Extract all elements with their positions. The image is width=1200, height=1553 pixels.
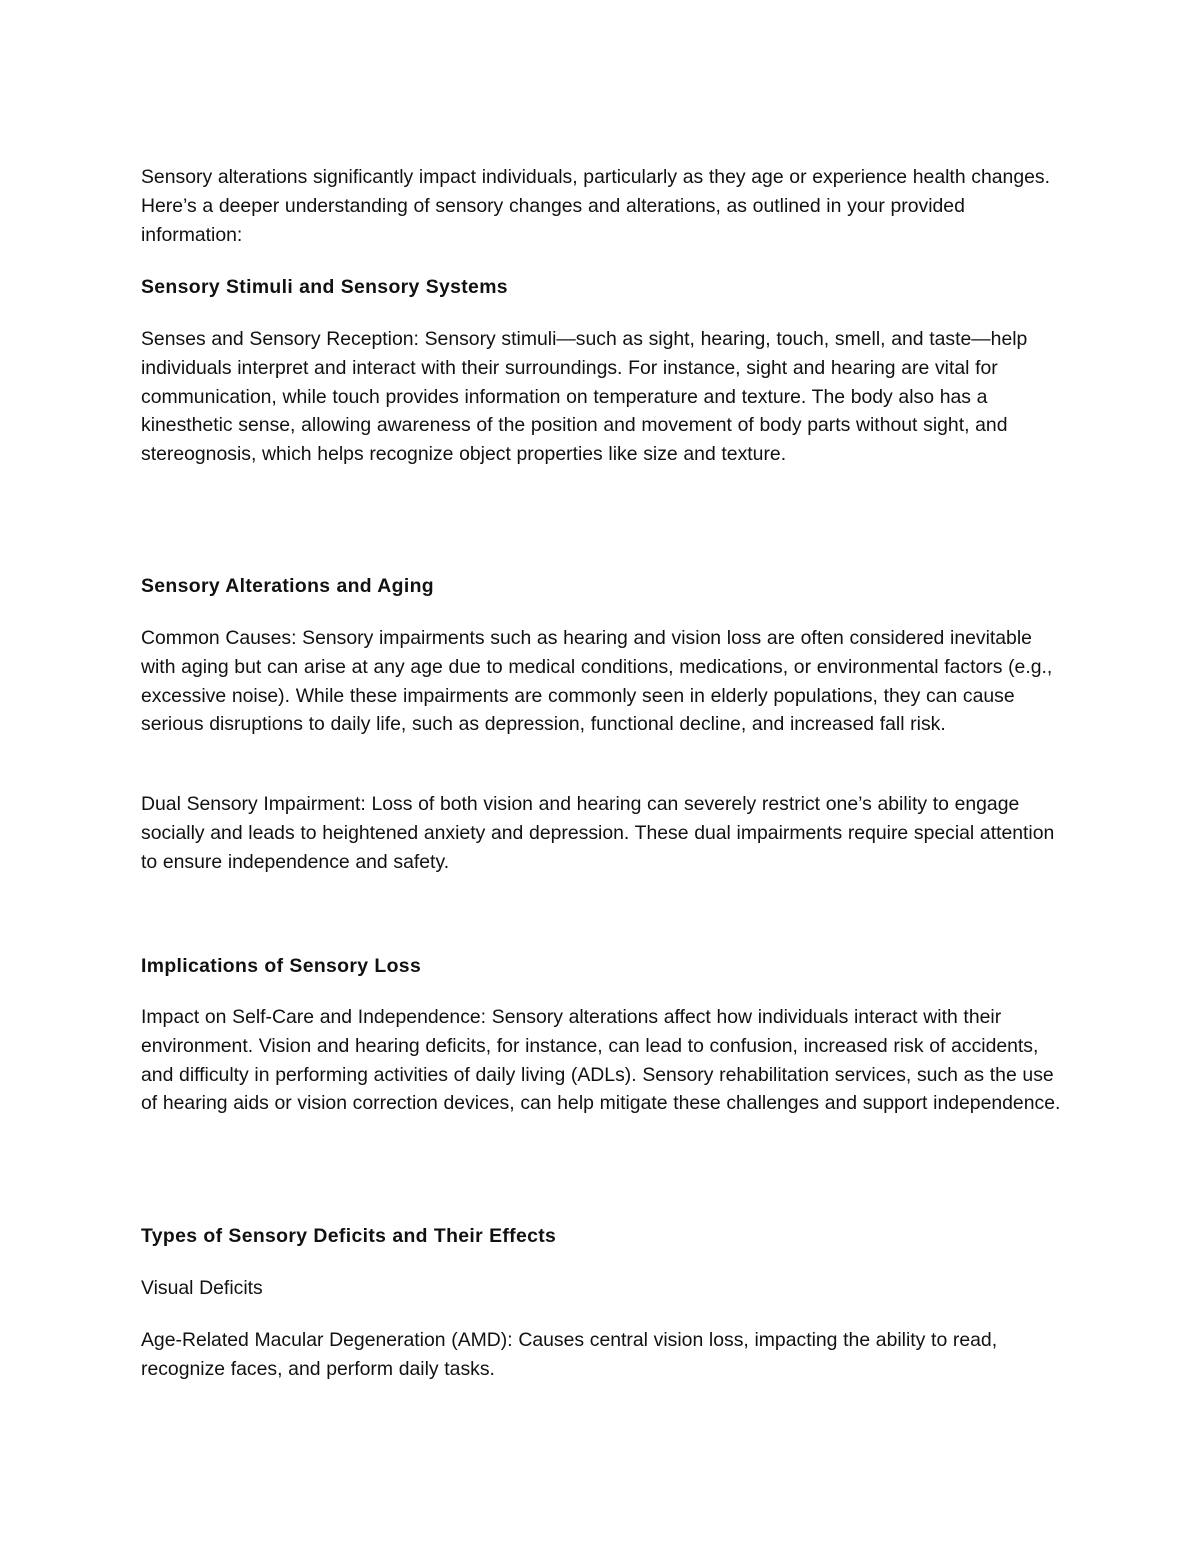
paragraph-amd: Age-Related Macular Degeneration (AMD): Causes central vision loss, impacting the ability to read, recognize faces, and perform daily tasks. <box>141 1329 998 1380</box>
paragraph-visual-deficits: Visual Deficits <box>141 1277 263 1299</box>
intro-paragraph: Sensory alterations significantly impact individuals, particularly as they age or experience health changes. Here’s a deeper understanding of sensory changes and alterations, as outlined in your provided information: <box>141 166 1050 246</box>
section-heading-implications: Implications of Sensory Loss <box>141 955 422 977</box>
section-heading-alterations-aging: Sensory Alterations and Aging <box>141 575 434 597</box>
paragraph-common-causes: Common Causes: Sensory impairments such as hearing and vision loss are often considered inevitable with aging but can arise at any age due to medical conditions, medications, or environmental factors (e.g., excessive noise). While these impairments are commonly seen in elderly populations, they can cause serious disruptions to daily life, such as depression, functional decline, and increased fall risk. <box>141 627 1053 736</box>
paragraph-self-care: Impact on Self-Care and Independence: Sensory alterations affect how individuals interact with their environment. Vision and hearing deficits, for instance, can lead to confusion, increased risk of accidents, and difficulty in performing activities of daily living (ADLs). Sensory rehabilitation services, such as the use of hearing aids or vision correction devices, can help mitigate these challenges and support independence. <box>141 1006 1061 1115</box>
section-heading-types-deficits: Types of Sensory Deficits and Their Effects <box>141 1225 557 1247</box>
paragraph-dual-sensory: Dual Sensory Impairment: Loss of both vision and hearing can severely restrict one’s ability to engage socially and leads to heightened anxiety and depression. These dual impairments require special attention to ensure independence and safety. <box>141 793 1055 873</box>
paragraph-senses-reception: Senses and Sensory Reception: Sensory stimuli—such as sight, hearing, touch, smell, and taste—help individuals interpret and interact with their surroundings. For instance, sight and hearing are vital for communication, while touch provides information on temperature and texture. The body also has a kinesthetic sense, allowing awareness of the position and movement of body parts without sight, and stereognosis, which helps recognize object properties like size and texture. <box>141 328 1028 466</box>
section-heading-sensory-stimuli: Sensory Stimuli and Sensory Systems <box>141 276 508 298</box>
